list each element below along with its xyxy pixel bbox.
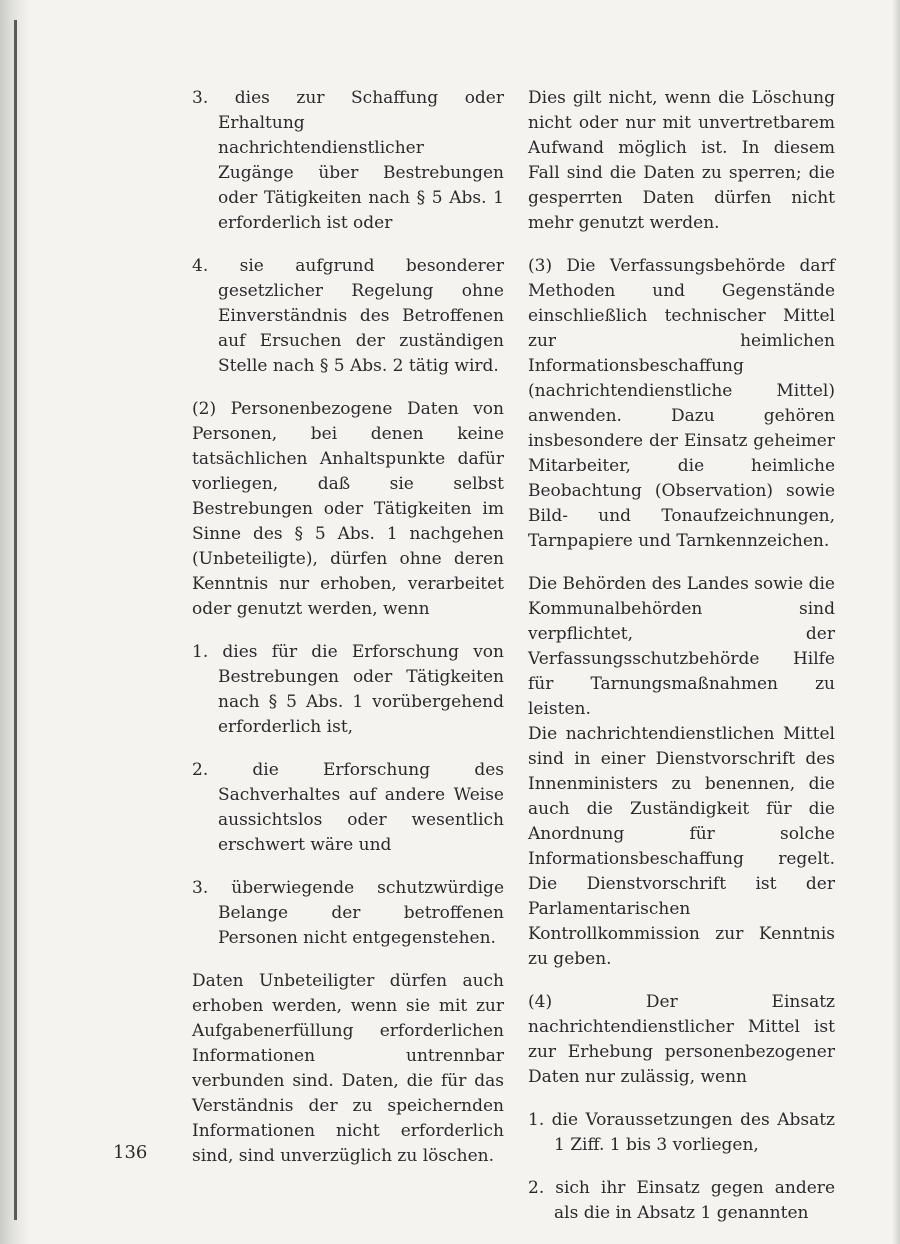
page-edge-shadow: [892, 0, 900, 1244]
paragraph: (2) Personenbezogene Daten von Personen, bei denen keine tatsächlichen Anhaltspunkte dafür vorliegen, daß sie selbst Bestrebungen oder Tätigkeiten im Sinne des § 5 Abs. 1 nachgehen (Unbeteiligte), dürfen ohne deren Kenntnis nur erhoben, verarbeitet oder genutzt werden, wenn: [192, 399, 504, 619]
list-item: 1. dies für die Erforschung von Bestrebungen oder Tätigkeiten nach § 5 Abs. 1 vorübergehend erforderlich ist,: [192, 642, 504, 737]
list-item: 1. die Voraussetzungen des Absatz 1 Ziff. 1 bis 3 vorliegen,: [528, 1110, 835, 1155]
list-item: 3. dies zur Schaffung oder Erhaltung nachrichtendienstlicher Zugänge über Bestrebungen oder Tätigkeiten nach § 5 Abs. 1 erforderlich ist oder: [192, 88, 504, 233]
paragraph: Daten Unbeteiligter dürfen auch erhoben werden, wenn sie mit zur Aufgabenerfüllung erforderlichen Informationen untrennbar verbunden sind. Daten, die für das Verständnis der zu speichernden Informationen nicht erforderlich sind, sind unverzüglich zu löschen.: [192, 971, 504, 1166]
list-item: 2. die Erforschung des Sachverhaltes auf andere Weise aussichtslos oder wesentlich erschwert wäre und: [192, 760, 504, 855]
list-item: 2. sich ihr Einsatz gegen andere als die in Absatz 1 genannten: [528, 1178, 835, 1223]
list-item: 4. sie aufgrund besonderer gesetzlicher Regelung ohne Einverständnis des Betroffenen auf Ersuchen der zuständigen Stelle nach § 5 Abs. 2 tätig wird.: [192, 256, 504, 376]
right-text-column: [528, 86, 835, 1244]
paragraph: (4) Der Einsatz nachrichtendienstlicher Mittel ist zur Erhebung personenbezogener Daten nur zulässig, wenn: [528, 992, 835, 1087]
paragraph: Die Behörden des Landes sowie die Kommunalbehörden sind verpflichtet, der Verfassungsschutzbehörde Hilfe für Tarnungsmaßnahmen zu leisten.: [528, 574, 835, 719]
list-item: 3. überwiegende schutzwürdige Belange der betroffenen Personen nicht entgegenstehen.: [192, 878, 504, 948]
binding-edge: [14, 20, 17, 1220]
left-text-column: [192, 86, 504, 1187]
paragraph: Die nachrichtendienstlichen Mittel sind in einer Dienstvorschrift des Innenministers zu benennen, die auch die Zuständigkeit für die Anordnung für solche Informationsbeschaffung regelt. Die Dienstvorschrift ist der Parlamentarischen Kontrollkommission zur Kenntnis zu geben.: [528, 724, 835, 969]
paragraph: Dies gilt nicht, wenn die Löschung nicht oder nur mit unvertretbarem Aufwand möglich ist. In diesem Fall sind die Daten zu sperren; die gesperrten Daten dürfen nicht mehr genutzt werden.: [528, 88, 835, 233]
page-number: 136: [113, 1142, 148, 1163]
paragraph: (3) Die Verfassungsbehörde darf Methoden und Gegenstände einschließlich technischer Mittel zur heimlichen Informationsbeschaffung (nachrichtendienstliche Mittel) anwenden. Dazu gehören insbesondere der Einsatz geheimer Mitarbeiter, die heimliche Beobachtung (Observation) sowie Bild- und Tonaufzeichnungen, Tarnpapiere und Tarnkennzeichen.: [528, 256, 835, 551]
